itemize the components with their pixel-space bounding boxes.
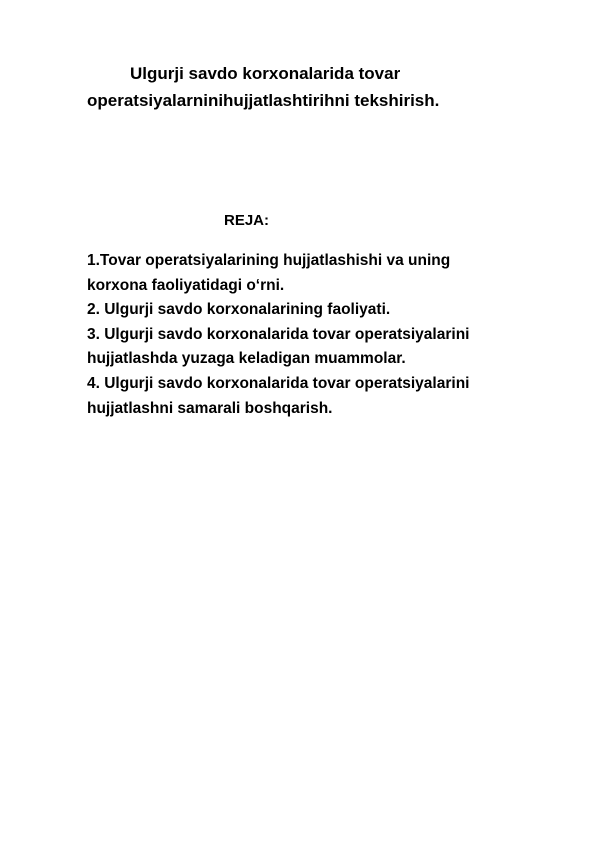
plan-item-line: hujjatlashni samarali boshqarish. (87, 399, 333, 417)
title-line-2: operatsiyalarninihujjatlashtirihni tekshirish. (87, 91, 440, 110)
plan-item (87, 249, 557, 298)
plan-item-line: 1.Tovar operatsiyalarining hujjatlashishi va uning (87, 252, 451, 269)
plan-item-line: 4. Ulgurji savdo korxonalarida tovar operatsiyalarini (87, 374, 470, 392)
title-line-1: Ulgurji savdo korxonalarida tovar (130, 64, 401, 83)
plan-item-line: 3. Ulgurji savdo korxonalarida tovar operatsiyalarini (87, 325, 470, 343)
plan-item-line: korxona faoliyatidagi o‘rni. (87, 276, 285, 294)
plan-item (87, 298, 557, 323)
document-title (87, 60, 557, 114)
plan-item (87, 323, 557, 372)
plan-list (87, 249, 557, 421)
plan-item (87, 372, 557, 421)
plan-item-line: hujjatlashda yuzaga keladigan muammolar. (87, 350, 406, 368)
plan-item-line: 2. Ulgurji savdo korxonalarining faoliyati. (87, 301, 391, 319)
plan-heading: REJA: (224, 212, 270, 229)
